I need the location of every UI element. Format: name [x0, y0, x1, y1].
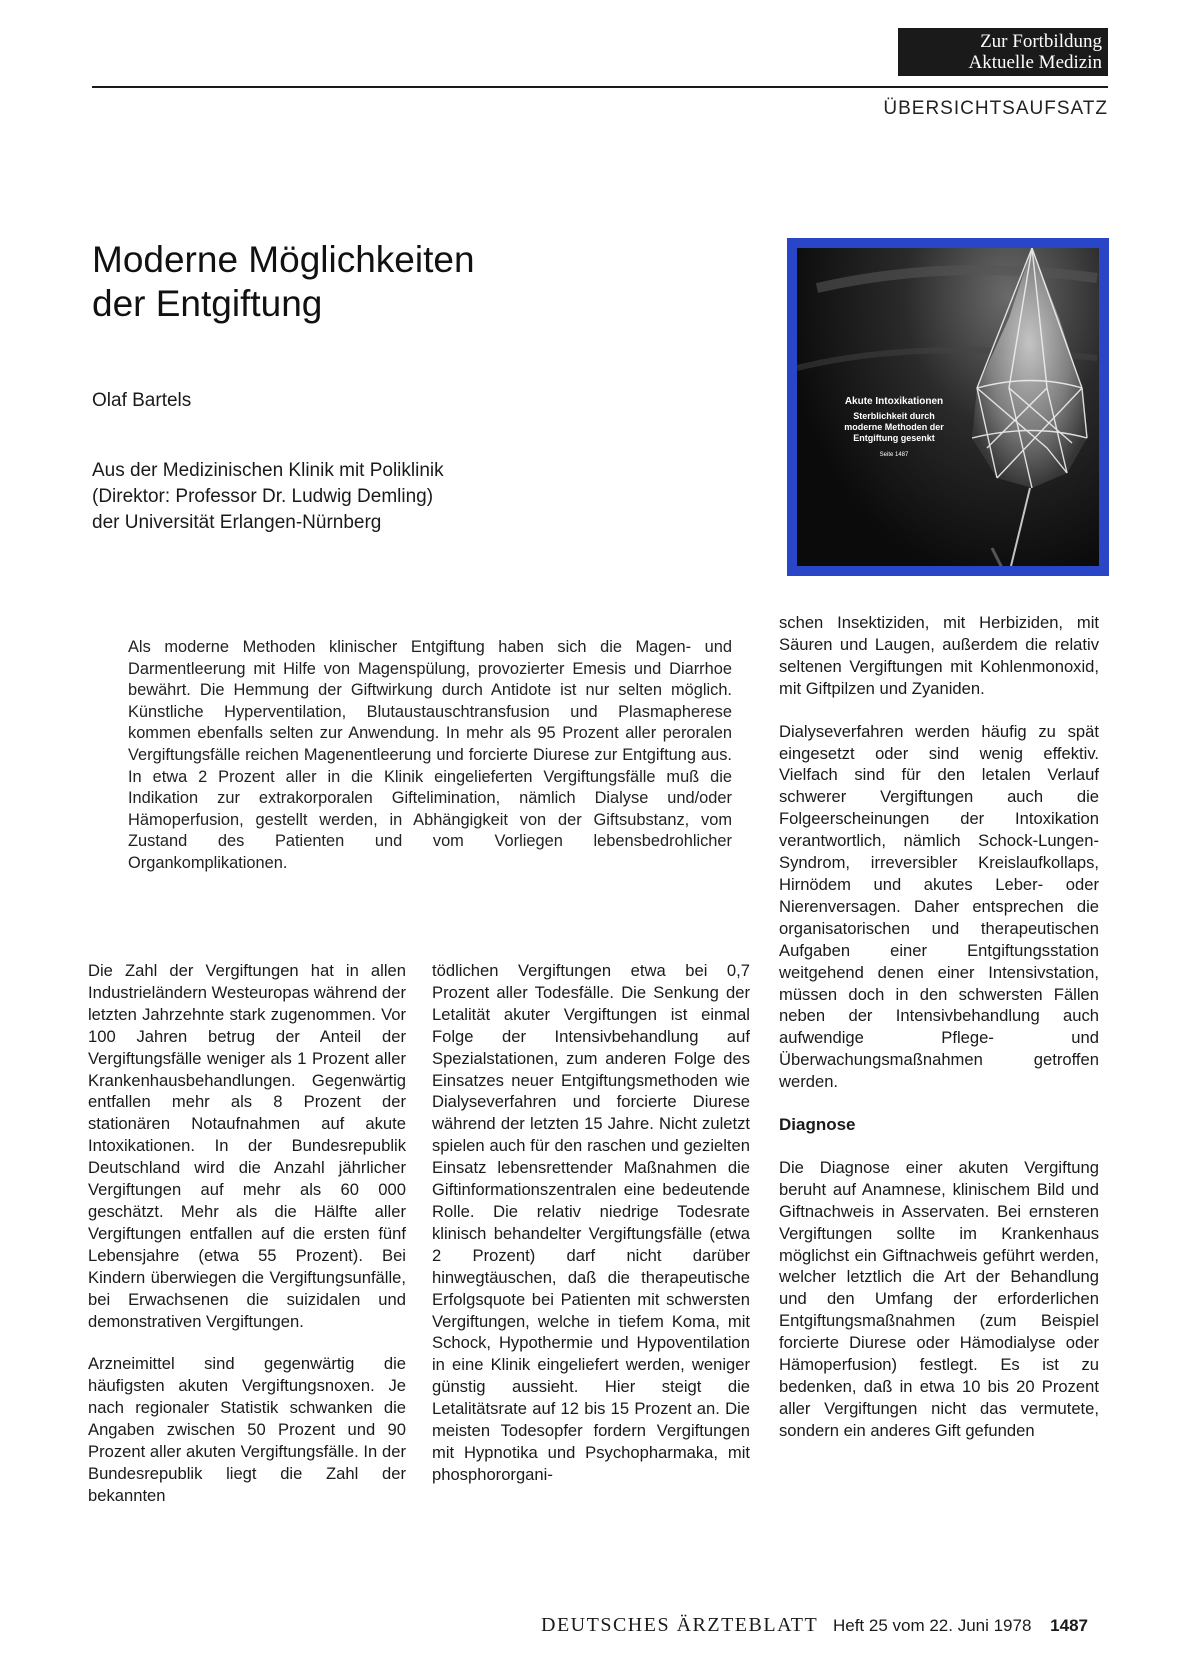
body-column-3	[779, 612, 1099, 1463]
badge-line-1: Zur Fortbildung	[980, 31, 1102, 52]
affiliation-line-2: (Direktor: Professor Dr. Ludwig Demling)	[92, 486, 434, 507]
journal-name: DEUTSCHES ÄRZTEBLATT	[541, 1614, 819, 1636]
issue-info: Heft 25 vom 22. Juni 1978	[832, 1616, 1032, 1635]
paragraph: Dialyseverfahren werden häufig zu spät eingesetzt oder sind wenig effektiv. Vielfach sind für den letalen Verlauf schwerer Vergiftungen auch die Folgeerscheinungen der Intoxikation verantwortlich, nämlich Schock-Lungen-Syndrom, irreversibler Kreislaufkollaps, Hirnödem und akutes Leber- oder Nierenversagen. Daher entsprechen die organisatorischen und therapeutischen Aufgaben einer Entgiftungsstation weitgehend denen einer Intensivstation, müssen doch in den schwersten Fällen neben der Intensivbehandlung auch aufwendige Pflege- und Überwachungsmaßnahmen getroffen werden.	[779, 721, 1099, 1092]
page-number: 1487	[1050, 1616, 1088, 1635]
paragraph: Arzneimittel sind gegenwärtig die häufigsten akuten Vergiftungsnoxen. Je nach regionaler Statistik schwanken die Angaben zwischen 50 Prozent und 90 Prozent aller akuten Vergiftungsfälle. In der Bundesrepublik liegt die Zahl der bekannten	[88, 1354, 406, 1505]
cover-photo-image	[797, 248, 1099, 566]
paragraph: Die Diagnose einer akuten Vergiftung beruht auf Anamnese, klinischem Bild und Giftnachweis in Asservaten. Bei ernsteren Vergiftungen sollte im Krankenhaus möglichst ein Giftnachweis geführt werden, welcher letztlich die Art der Behandlung und den Umfang der erforderlichen Entgiftungsmaßnahmen (zum Beispiel forcierte Diurese oder Hämodialyse oder Hämoperfusion) festlegt. Es ist zu bedenken, daß in etwa 10 bis 20 Prozent aller Vergiftungen nicht das vermutete, sondern ein anderes Gift gefunden	[779, 1157, 1099, 1440]
title-line-1: Moderne Möglichkeiten	[92, 239, 475, 280]
cover-headline: Akute Intoxikationen	[844, 396, 944, 407]
paragraph: Die Zahl der Vergiftungen hat in allen Industrieländern Westeuropas während der letzten Jahrzehnte stark zugenommen. Vor 100 Jahren betrug der Anteil der Vergiftungsfälle weniger als 1 Prozent aller Krankenhausbehandlungen. Gegenwärtig entfallen mehr als 8 Prozent der stationären Notaufnahmen auf akute Intoxikationen. In der Bundesrepublik Deutschland wird die Anzahl jährlicher Vergiftungen auf mehr als 60 000 geschätzt. Mehr als die Hälfte aller Vergiftungen entfallen auf die ersten fünf Lebensjahre (etwa 55 Prozent). Bei Kindern überwiegen die Vergiftungsunfälle, bei Erwachsenen die suizidalen und demonstrativen Vergiftungen.	[88, 961, 406, 1331]
affiliation-line-1: Aus der Medizinischen Klinik mit Poliklinik	[92, 460, 444, 481]
page-footer	[541, 1614, 1088, 1637]
section-heading-diagnose: Diagnose	[779, 1115, 856, 1135]
affiliation-line-3: der Universität Erlangen-Nürnberg	[92, 512, 382, 533]
body-column-1	[88, 960, 406, 1528]
abstract: Als moderne Methoden klinischer Entgiftung haben sich die Magen- und Darmentleerung mit Hilfe von Magenspülung, provozierter Emesis und Diarrhoe bewährt. Die Hemmung der Giftwirkung durch Antidote ist nur selten möglich. Künstliche Hyperventilation, Blutaustauschtransfusion und Plasmapherese kommen ebenfalls selten zur Anwendung. In mehr als 95 Prozent aller peroralen Vergiftungsfälle reichen Magenentleerung und forcierte Diurese zur Entgiftung aus. In etwa 2 Prozent aller in die Klinik eingelieferten Vergiftungsfälle muß die Indikation zur extrakorporalen Giftelimination, nämlich Dialyse und/oder Hämoperfusion, gestellt werden, in Abhängigkeit von der Giftsubstanz, vom Zustand des Patienten und vom Vorliegen lebensbedrohlicher Organkomplikationen.	[128, 638, 732, 872]
author-name: Olaf Bartels	[92, 390, 192, 411]
paragraph: schen Insektiziden, mit Herbiziden, mit Säuren und Laugen, außerdem die relativ seltenen Vergiftungen mit Kohlenmonoxid, mit Giftpilzen und Zyaniden.	[779, 613, 1099, 698]
body-column-2	[432, 960, 750, 1507]
cover-caption	[835, 396, 953, 461]
section-badge	[898, 28, 1108, 76]
cover-page-ref: Seite 1487	[879, 452, 909, 458]
cover-photo	[787, 238, 1109, 576]
section-label: ÜBERSICHTSAUFSATZ	[883, 98, 1108, 119]
affiliation	[92, 458, 444, 536]
article-title	[92, 238, 475, 326]
badge-line-2: Aktuelle Medizin	[968, 52, 1102, 73]
paragraph: tödlichen Vergiftungen etwa bei 0,7 Prozent aller Todesfälle. Die Senkung der Letalität akuter Vergiftungen ist einmal Folge der Intensivbehandlung auf Spezialstationen, zum anderen Folge des Einsatzes neuer Entgiftungsmethoden wie Dialyseverfahren und forcierte Diurese während der letzten 15 Jahre. Nicht zuletzt spielen auch für den raschen und gezielten Einsatz lebensrettender Maßnahmen die Giftinformationszentralen eine bedeutende Rolle. Die relativ niedrige Todesrate klinisch behandelter Vergiftungsfälle (etwa 2 Prozent) darf nicht darüber hinwegtäuschen, daß die therapeutische Erfolgsquote bei Patienten mit schwersten Vergiftungen, welche in tiefem Koma, mit Schock, Hypothermie und Hypoventilation in eine Klinik eingeliefert werden, weniger günstig aussieht. Hier steigt die Letalitätsrate auf 12 bis 15 Prozent an. Die meisten Todesopfer fordern Vergiftungen mit Hypnotika und Psychopharmaka, mit phosphororgani-	[432, 961, 750, 1484]
cover-subline: Sterblichkeit durch moderne Methoden der Entgiftung gesenkt	[844, 411, 944, 443]
title-line-2: der Entgiftung	[92, 283, 323, 324]
header-rule	[92, 86, 1108, 88]
